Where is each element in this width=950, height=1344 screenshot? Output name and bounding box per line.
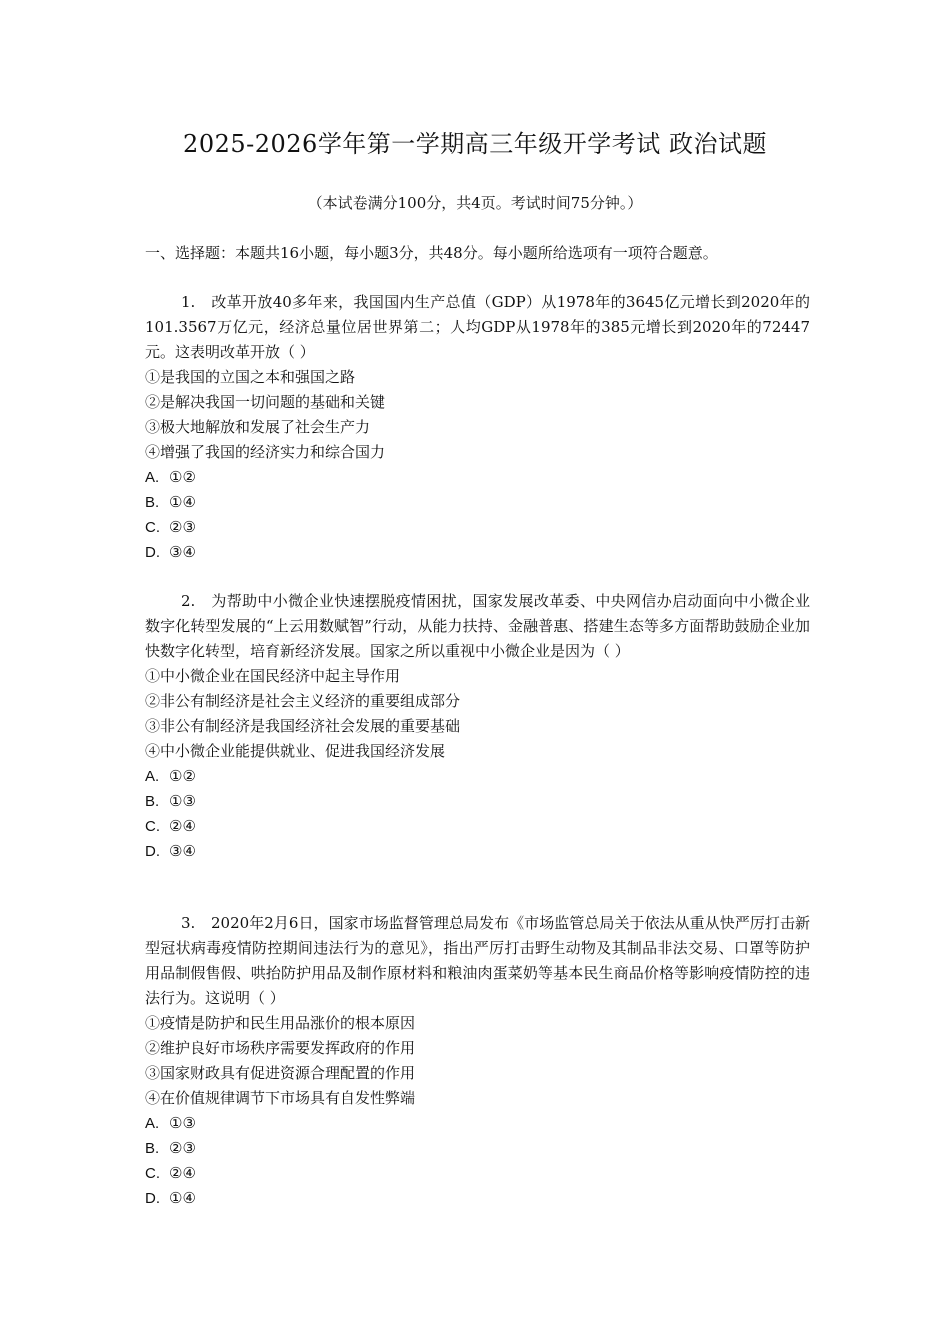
statement-2: ②是解决我国一切问题的基础和关键 xyxy=(145,393,386,411)
option-c xyxy=(145,515,810,540)
option-letter: A. xyxy=(145,768,160,785)
statement-3: ③国家财政具有促进资源合理配置的作用 xyxy=(145,1064,416,1082)
question-stem xyxy=(145,911,810,1011)
statement-4: ④在价值规律调节下市场具有自发性弊端 xyxy=(145,1089,416,1107)
option-letter: D. xyxy=(145,1190,160,1207)
option-text: ①② xyxy=(169,468,196,486)
option-text: ②③ xyxy=(169,1139,196,1157)
option-text: ①② xyxy=(169,767,196,785)
statement-3: ③极大地解放和发展了社会生产力 xyxy=(145,418,371,436)
option-letter: B. xyxy=(145,793,160,810)
option-letter: C. xyxy=(145,1165,160,1182)
option-letter: D. xyxy=(145,544,160,561)
option-letter: A. xyxy=(145,1115,160,1132)
question-number: 2. xyxy=(181,592,196,610)
statement-1: ①中小微企业在国民经济中起主导作用 xyxy=(145,667,401,685)
question-text: 2020年2月6日，国家市场监督管理总局发布《市场监管总局关于依法从重从快严厉打击新型冠状病毒疫情防控期间违法行为的意见》，指出严厉打击野生动物及其制品非法交易、口罩等防护用品制假售假、哄抬防护用品及制作原材料和粮油肉蛋菜奶等基本民生商品价格等影响疫情防控的违法行为。这说明（ ） xyxy=(145,914,810,1007)
option-letter: C. xyxy=(145,818,160,835)
option-a xyxy=(145,764,810,789)
question-2 xyxy=(145,589,810,864)
option-d xyxy=(145,839,810,864)
question-text: 改革开放40多年来，我国国内生产总值（GDP）从1978年的3645亿元增长到2020年的101.3567万亿元，经济总量位居世界第二；人均GDP从1978年的385元增长到2020年的72447元。这表明改革开放（ ） xyxy=(145,293,810,361)
option-letter: A. xyxy=(145,469,160,486)
statement-4: ④中小微企业能提供就业、促进我国经济发展 xyxy=(145,742,446,760)
option-text: ②③ xyxy=(169,518,196,536)
option-b xyxy=(145,789,810,814)
statement-1: ①是我国的立国之本和强国之路 xyxy=(145,368,356,386)
statement-1: ①疫情是防护和民生用品涨价的根本原因 xyxy=(145,1014,416,1032)
option-letter: B. xyxy=(145,494,160,511)
question-text: 为帮助中小微企业快速摆脱疫情困扰，国家发展改革委、中央网信办启动面向中小微企业数字化转型发展的“上云用数赋智”行动，从能力扶持、金融普惠、搭建生态等多方面帮助鼓励企业加快数字化转型，培育新经济发展。国家之所以重视中小微企业是因为（ ） xyxy=(145,592,810,660)
option-c xyxy=(145,1161,810,1186)
question-1 xyxy=(145,290,810,565)
option-b xyxy=(145,490,810,515)
question-3 xyxy=(145,911,810,1211)
option-d xyxy=(145,540,810,565)
option-text: ③④ xyxy=(169,842,196,860)
statement-4: ④增强了我国的经济实力和综合国力 xyxy=(145,443,386,461)
option-letter: B. xyxy=(145,1140,160,1157)
option-text: ①④ xyxy=(169,493,196,511)
question-stem xyxy=(145,589,810,664)
question-number: 1. xyxy=(181,293,196,311)
option-b xyxy=(145,1136,810,1161)
option-c xyxy=(145,814,810,839)
page-title: 2025-2026学年第一学期高三年级开学考试 政治试题 xyxy=(183,130,767,158)
statement-2: ②非公有制经济是社会主义经济的重要组成部分 xyxy=(145,692,461,710)
option-a xyxy=(145,465,810,490)
statement-3: ③非公有制经济是我国经济社会发展的重要基础 xyxy=(145,717,461,735)
option-text: ①③ xyxy=(169,1114,196,1132)
statement-2: ②维护良好市场秩序需要发挥政府的作用 xyxy=(145,1039,416,1057)
option-d xyxy=(145,1186,810,1211)
exam-info: （本试卷满分100分，共4页。考试时间75分钟。） xyxy=(307,194,643,212)
option-a xyxy=(145,1111,810,1136)
option-letter: D. xyxy=(145,843,160,860)
option-text: ③④ xyxy=(169,543,196,561)
option-text: ①④ xyxy=(169,1189,196,1207)
option-text: ②④ xyxy=(169,1164,196,1182)
option-text: ②④ xyxy=(169,817,196,835)
option-text: ①③ xyxy=(169,792,196,810)
question-number: 3. xyxy=(181,914,196,932)
section-heading: 一、选择题：本题共16小题，每小题3分，共48分。每小题所给选项有一项符合题意。 xyxy=(145,244,718,262)
question-stem xyxy=(145,290,810,365)
option-letter: C. xyxy=(145,519,160,536)
